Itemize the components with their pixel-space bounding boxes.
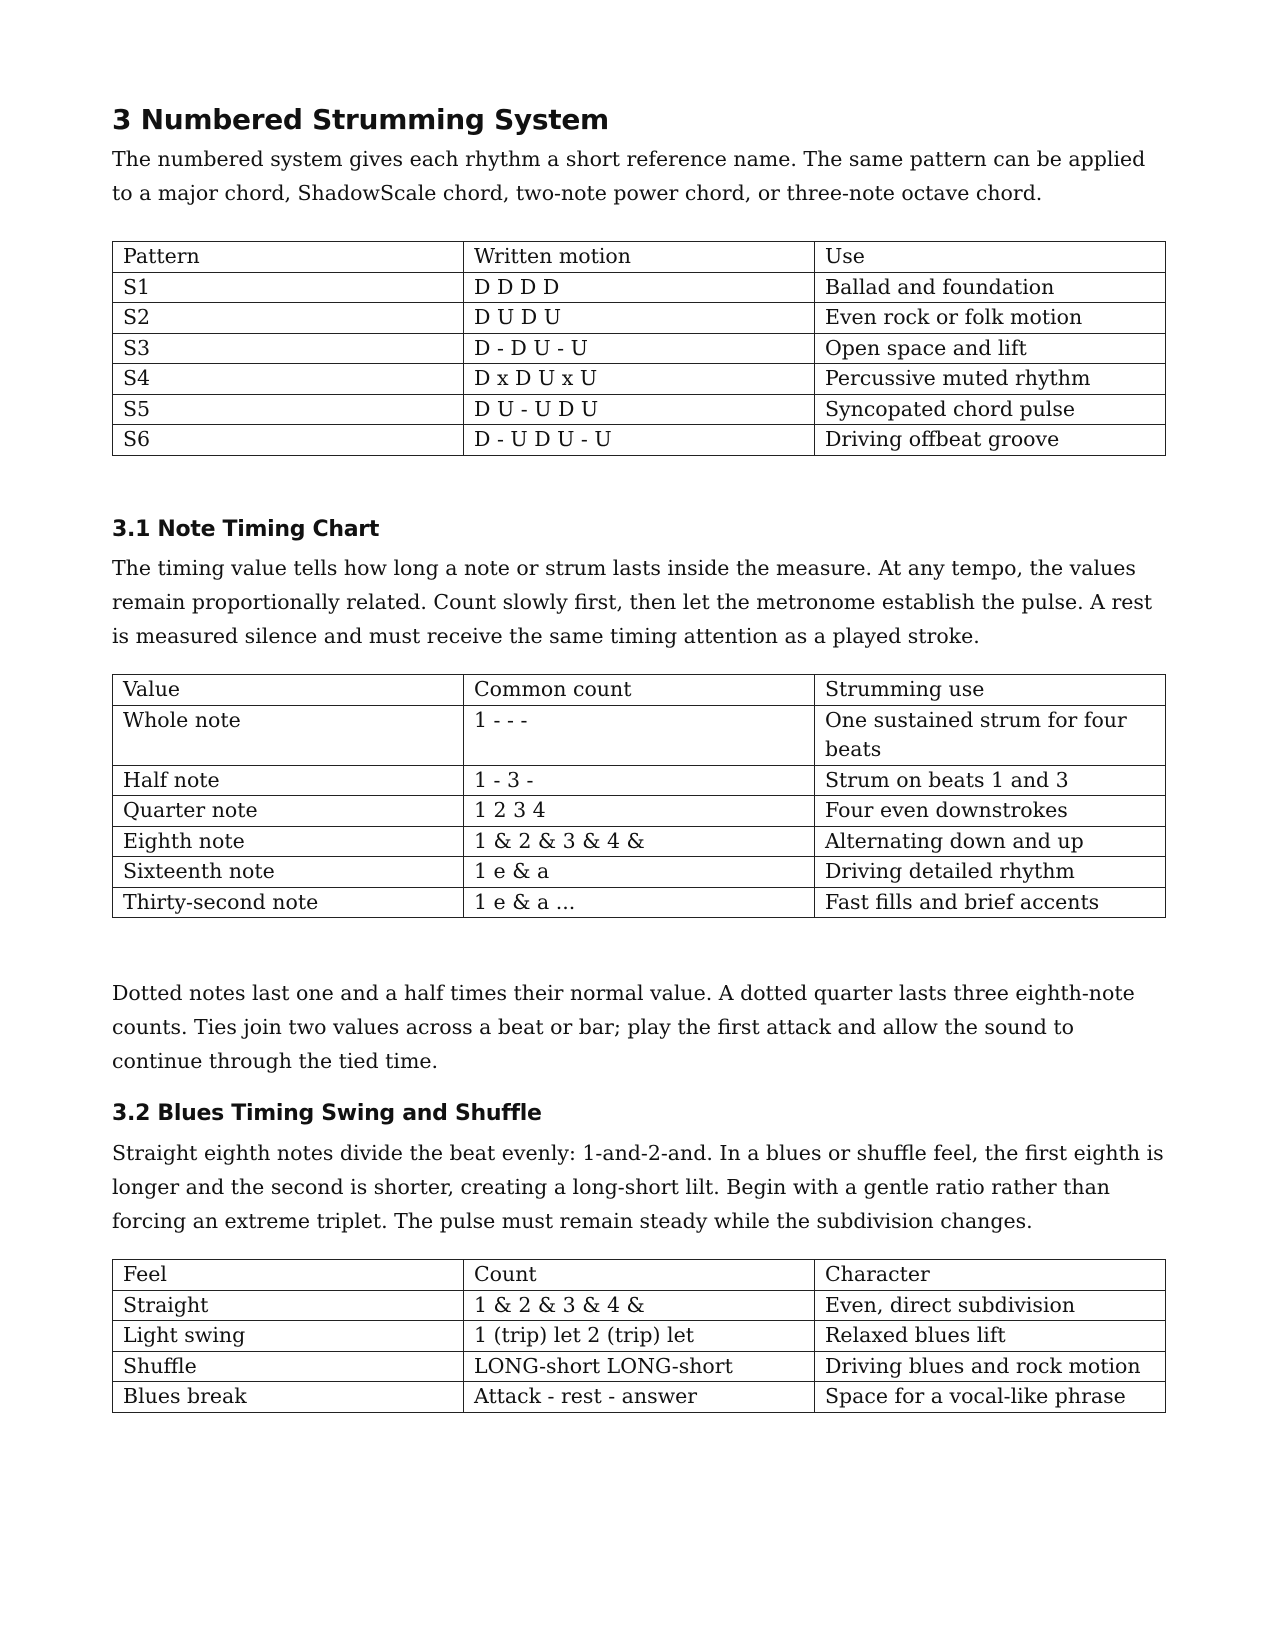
table-cell: Percussive muted rhythm <box>815 364 1166 395</box>
section-3-intro: The numbered system gives each rhythm a short reference name. The same pattern can be applied to a major chord, ShadowScale chord, two-note power chord, or three-note octave chord. <box>112 147 1146 205</box>
table-cell: 1 & 2 & 3 & 4 & <box>464 826 815 857</box>
table-row <box>113 333 1166 364</box>
table-row <box>113 705 1166 765</box>
table-cell: 1 e & a <box>464 857 815 888</box>
table-cell: D - D U - U <box>464 333 815 364</box>
header-cell: Character <box>815 1260 1166 1291</box>
table-cell: Half note <box>113 765 464 796</box>
table-cell: Driving offbeat groove <box>815 425 1166 456</box>
table-row <box>113 857 1166 888</box>
table-cell: 1 & 2 & 3 & 4 & <box>464 1290 815 1321</box>
table-cell: D D D D <box>464 272 815 303</box>
table-row <box>113 1290 1166 1321</box>
table-cell: Driving blues and rock motion <box>815 1351 1166 1382</box>
table-row <box>113 364 1166 395</box>
table-cell: Space for a vocal-like phrase <box>815 1382 1166 1413</box>
table-cell: Ballad and foundation <box>815 272 1166 303</box>
table-cell: 1 (trip) let 2 (trip) let <box>464 1321 815 1352</box>
blues-timing-table <box>112 1259 1166 1413</box>
table-cell: S4 <box>113 364 464 395</box>
table-cell: S5 <box>113 394 464 425</box>
header-cell: Feel <box>113 1260 464 1291</box>
note-timing-table <box>112 674 1166 918</box>
section-heading-3-1: 3.1 Note Timing Chart <box>112 517 380 542</box>
header-cell: Common count <box>464 675 815 706</box>
section-3-2-intro: Straight eighth notes divide the beat evenly: 1-and-2-and. In a blues or shuffle feel, the first eighth is longer and the second is shorter, creating a long-short lilt. Begin with a gentle ratio rather than forcing an extreme triplet. The pulse must remain steady while the subdivision changes. <box>112 1141 1164 1233</box>
table-cell: Quarter note <box>113 796 464 827</box>
table-cell: LONG-short LONG-short <box>464 1351 815 1382</box>
table-header-row <box>113 675 1166 706</box>
table-cell: S6 <box>113 425 464 456</box>
section-heading-3-2: 3.2 Blues Timing Swing and Shuffle <box>112 1101 542 1126</box>
table-cell: D - U D U - U <box>464 425 815 456</box>
table-cell: Attack - rest - answer <box>464 1382 815 1413</box>
table-cell: Driving detailed rhythm <box>815 857 1166 888</box>
header-cell: Count <box>464 1260 815 1291</box>
table-cell: One sustained strum for four beats <box>815 705 1166 765</box>
table-cell: D x D U x U <box>464 364 815 395</box>
table-row <box>113 425 1166 456</box>
table-cell: Blues break <box>113 1382 464 1413</box>
table-cell: 1 - 3 - <box>464 765 815 796</box>
table-row <box>113 1382 1166 1413</box>
dotted-notes-paragraph: Dotted notes last one and a half times their normal value. A dotted quarter lasts three eighth-note counts. Ties join two values across a beat or bar; play the first attack and allow the sound to continue through the tied time. <box>112 981 1135 1073</box>
header-cell: Use <box>815 242 1166 273</box>
table-header-row <box>113 1260 1166 1291</box>
table-cell: Even, direct subdivision <box>815 1290 1166 1321</box>
table-cell: Sixteenth note <box>113 857 464 888</box>
header-cell: Written motion <box>464 242 815 273</box>
table-row <box>113 303 1166 334</box>
table-cell: Relaxed blues lift <box>815 1321 1166 1352</box>
table-row <box>113 826 1166 857</box>
table-cell: Fast fills and brief accents <box>815 887 1166 918</box>
table-cell: D U D U <box>464 303 815 334</box>
section-3-1-intro: The timing value tells how long a note or strum lasts inside the measure. At any tempo, the values remain proportionally related. Count slowly first, then let the metronome establish the pulse. A rest is measured silence and must receive the same timing attention as a played stroke. <box>112 556 1153 648</box>
table-cell: 1 e & a ... <box>464 887 815 918</box>
table-cell: Even rock or folk motion <box>815 303 1166 334</box>
table-cell: Thirty-second note <box>113 887 464 918</box>
table-cell: S2 <box>113 303 464 334</box>
table-cell: Light swing <box>113 1321 464 1352</box>
table-cell: 1 - - - <box>464 705 815 765</box>
table-cell: Four even downstrokes <box>815 796 1166 827</box>
table-row <box>113 1351 1166 1382</box>
table-cell: D U - U D U <box>464 394 815 425</box>
table-row <box>113 272 1166 303</box>
table-cell: Whole note <box>113 705 464 765</box>
table-cell: Eighth note <box>113 826 464 857</box>
table-cell: Strum on beats 1 and 3 <box>815 765 1166 796</box>
table-row <box>113 1321 1166 1352</box>
header-cell: Pattern <box>113 242 464 273</box>
table-cell: S1 <box>113 272 464 303</box>
table-row <box>113 887 1166 918</box>
table-row <box>113 765 1166 796</box>
header-cell: Value <box>113 675 464 706</box>
table-cell: S3 <box>113 333 464 364</box>
strumming-pattern-table <box>112 241 1166 456</box>
table-cell: Syncopated chord pulse <box>815 394 1166 425</box>
table-cell: 1 2 3 4 <box>464 796 815 827</box>
table-cell: Shuffle <box>113 1351 464 1382</box>
table-row <box>113 394 1166 425</box>
table-cell: Straight <box>113 1290 464 1321</box>
header-cell: Strumming use <box>815 675 1166 706</box>
table-cell: Alternating down and up <box>815 826 1166 857</box>
table-cell: Open space and lift <box>815 333 1166 364</box>
table-header-row <box>113 242 1166 273</box>
table-row <box>113 796 1166 827</box>
section-heading-3: 3 Numbered Strumming System <box>112 103 609 136</box>
